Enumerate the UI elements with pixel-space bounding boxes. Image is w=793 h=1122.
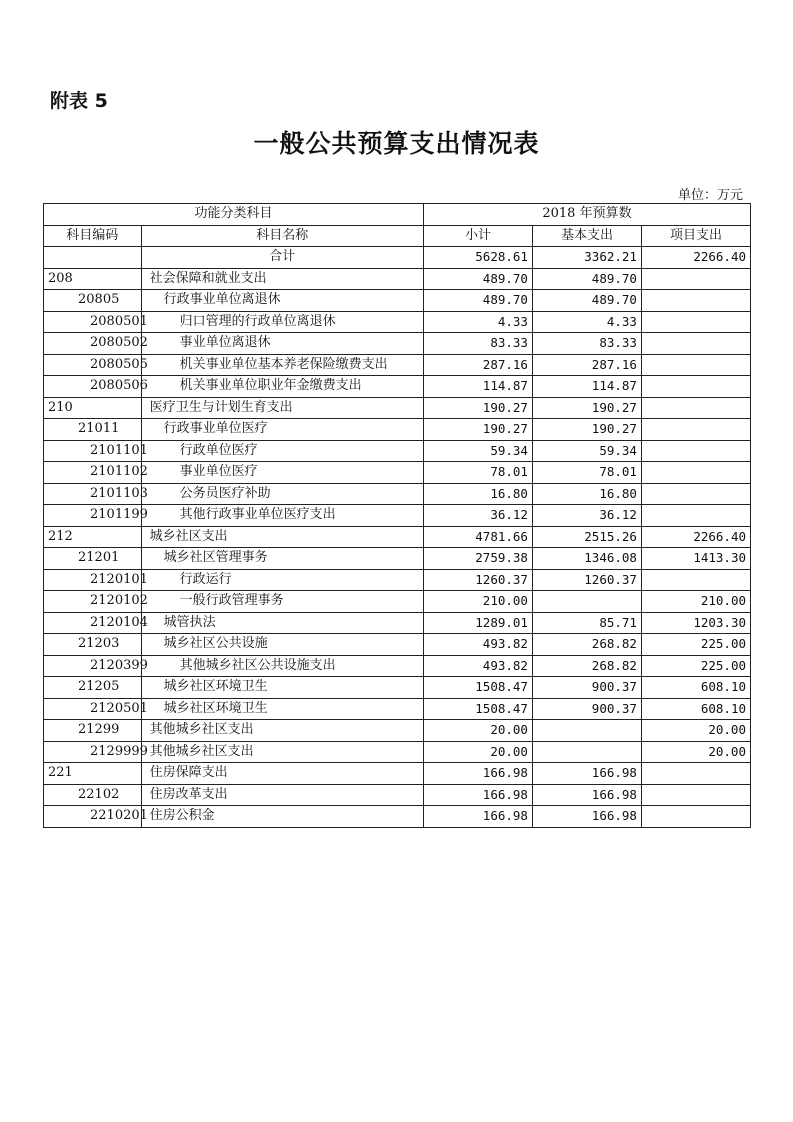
- row-project: 225.00: [641, 655, 750, 677]
- row-name: 住房公积金: [141, 806, 423, 828]
- row-name: 其他行政事业单位医疗支出: [141, 505, 423, 527]
- row-name: 社会保障和就业支出: [141, 268, 423, 290]
- table-row: [44, 354, 751, 376]
- row-project: [641, 806, 750, 828]
- table-row: [44, 268, 751, 290]
- row-project: 608.10: [641, 677, 750, 699]
- row-subtotal: 1260.37: [423, 569, 532, 591]
- row-basic: 2515.26: [532, 526, 641, 548]
- row-code: 210: [44, 397, 142, 419]
- row-code: 221: [44, 763, 142, 785]
- row-code: 21201: [44, 548, 142, 570]
- row-project: [641, 354, 750, 376]
- row-basic: [532, 591, 641, 613]
- table-group-header-row: [44, 204, 751, 226]
- row-project: [641, 505, 750, 527]
- row-basic: 900.37: [532, 698, 641, 720]
- row-project: [641, 333, 750, 355]
- row-name: 城乡社区环境卫生: [141, 677, 423, 699]
- row-basic: [532, 720, 641, 742]
- table-row: [44, 333, 751, 355]
- row-code: 2101101: [44, 440, 142, 462]
- row-basic: 287.16: [532, 354, 641, 376]
- table-row: [44, 763, 751, 785]
- row-basic: [532, 741, 641, 763]
- row-basic: 1260.37: [532, 569, 641, 591]
- row-subtotal: 59.34: [423, 440, 532, 462]
- row-subtotal: 287.16: [423, 354, 532, 376]
- row-name: 归口管理的行政单位离退休: [141, 311, 423, 333]
- row-basic: 190.27: [532, 419, 641, 441]
- row-code: 2120102: [44, 591, 142, 613]
- row-subtotal: 83.33: [423, 333, 532, 355]
- row-name: 城乡社区公共设施: [141, 634, 423, 656]
- row-code: 2120104: [44, 612, 142, 634]
- row-project: [641, 569, 750, 591]
- row-basic: 4.33: [532, 311, 641, 333]
- row-project: [641, 440, 750, 462]
- row-basic: 78.01: [532, 462, 641, 484]
- row-basic: 85.71: [532, 612, 641, 634]
- row-subtotal: 2759.38: [423, 548, 532, 570]
- row-subtotal: 166.98: [423, 784, 532, 806]
- row-subtotal: 1508.47: [423, 677, 532, 699]
- table-row: [44, 569, 751, 591]
- row-subtotal: 78.01: [423, 462, 532, 484]
- row-code: 22102: [44, 784, 142, 806]
- table-row: [44, 698, 751, 720]
- row-subtotal: 1508.47: [423, 698, 532, 720]
- table-row: [44, 311, 751, 333]
- row-basic: 36.12: [532, 505, 641, 527]
- row-subtotal: 4781.66: [423, 526, 532, 548]
- table-column-header-row: [44, 225, 751, 247]
- row-code: 2080502: [44, 333, 142, 355]
- row-project: [641, 397, 750, 419]
- row-name: 公务员医疗补助: [141, 483, 423, 505]
- budget-year-header: 2018 年预算数: [423, 204, 750, 226]
- row-project: [641, 784, 750, 806]
- row-code: 21205: [44, 677, 142, 699]
- row-subtotal: 190.27: [423, 419, 532, 441]
- row-name: 住房保障支出: [141, 763, 423, 785]
- row-code: 2120101: [44, 569, 142, 591]
- row-name: 事业单位离退休: [141, 333, 423, 355]
- unit-label: 单位：万元: [677, 188, 743, 203]
- row-name: 一般行政管理事务: [141, 591, 423, 613]
- table-row: [44, 591, 751, 613]
- row-subtotal: 36.12: [423, 505, 532, 527]
- table-row: [44, 483, 751, 505]
- row-project: 608.10: [641, 698, 750, 720]
- row-name: 医疗卫生与计划生育支出: [141, 397, 423, 419]
- row-project: [641, 763, 750, 785]
- row-name: 其他城乡社区公共设施支出: [141, 655, 423, 677]
- row-project: [641, 290, 750, 312]
- row-project: 1203.30: [641, 612, 750, 634]
- table-row: [44, 397, 751, 419]
- row-code: 2080506: [44, 376, 142, 398]
- row-name: 行政单位医疗: [141, 440, 423, 462]
- table-row: [44, 440, 751, 462]
- column-header-subtotal: 小计: [423, 225, 532, 247]
- row-project: 20.00: [641, 720, 750, 742]
- row-basic: 59.34: [532, 440, 641, 462]
- row-code: 2210201: [44, 806, 142, 828]
- row-subtotal: 493.82: [423, 655, 532, 677]
- total-row: [44, 247, 751, 269]
- page-title: 一般公共预算支出情况表: [253, 129, 540, 158]
- row-code: 2080505: [44, 354, 142, 376]
- row-code: 2101102: [44, 462, 142, 484]
- attachment-label: 附表 5: [50, 90, 108, 112]
- row-code: 2120399: [44, 655, 142, 677]
- table-row: [44, 290, 751, 312]
- row-name: 其他城乡社区支出: [141, 720, 423, 742]
- row-subtotal: 489.70: [423, 268, 532, 290]
- row-code: 20805: [44, 290, 142, 312]
- row-basic: 166.98: [532, 806, 641, 828]
- row-basic: 166.98: [532, 784, 641, 806]
- row-project: 210.00: [641, 591, 750, 613]
- row-subtotal: 166.98: [423, 763, 532, 785]
- row-code: 2101199: [44, 505, 142, 527]
- row-name: 行政事业单位离退休: [141, 290, 423, 312]
- row-basic: 1346.08: [532, 548, 641, 570]
- row-subtotal: 489.70: [423, 290, 532, 312]
- table-row: [44, 655, 751, 677]
- table-row: [44, 720, 751, 742]
- row-subtotal: 114.87: [423, 376, 532, 398]
- row-subtotal: 1289.01: [423, 612, 532, 634]
- row-project: [641, 376, 750, 398]
- table-row: [44, 741, 751, 763]
- row-subtotal: 166.98: [423, 806, 532, 828]
- table-row: [44, 548, 751, 570]
- table-row: [44, 806, 751, 828]
- row-basic: 900.37: [532, 677, 641, 699]
- row-subtotal: 20.00: [423, 720, 532, 742]
- row-name: 行政事业单位医疗: [141, 419, 423, 441]
- row-name: 住房改革支出: [141, 784, 423, 806]
- row-code: 2101103: [44, 483, 142, 505]
- row-code: 21011: [44, 419, 142, 441]
- row-project: 225.00: [641, 634, 750, 656]
- row-subtotal: 493.82: [423, 634, 532, 656]
- table-row: [44, 419, 751, 441]
- table-row: [44, 462, 751, 484]
- row-code: 21203: [44, 634, 142, 656]
- table-row: [44, 634, 751, 656]
- table-row: [44, 505, 751, 527]
- row-code: 212: [44, 526, 142, 548]
- row-code: 2129999: [44, 741, 142, 763]
- row-project: 20.00: [641, 741, 750, 763]
- row-code: 2080501: [44, 311, 142, 333]
- row-subtotal: 210.00: [423, 591, 532, 613]
- row-name: 城乡社区支出: [141, 526, 423, 548]
- table-row: [44, 612, 751, 634]
- row-name: 行政运行: [141, 569, 423, 591]
- row-basic: 16.80: [532, 483, 641, 505]
- row-basic: 489.70: [532, 268, 641, 290]
- column-header-project: 项目支出: [641, 225, 750, 247]
- table-row: [44, 526, 751, 548]
- row-project: [641, 462, 750, 484]
- row-name: 城管执法: [141, 612, 423, 634]
- row-name: 机关事业单位基本养老保险缴费支出: [141, 354, 423, 376]
- row-subtotal: 4.33: [423, 311, 532, 333]
- row-basic: 268.82: [532, 634, 641, 656]
- row-name: 其他城乡社区支出: [141, 741, 423, 763]
- table-row: [44, 784, 751, 806]
- row-subtotal: 20.00: [423, 741, 532, 763]
- row-basic: 83.33: [532, 333, 641, 355]
- total-code-cell: [44, 247, 142, 269]
- row-project: [641, 311, 750, 333]
- row-project: 1413.30: [641, 548, 750, 570]
- table-row: [44, 677, 751, 699]
- row-subtotal: 16.80: [423, 483, 532, 505]
- row-subtotal: 190.27: [423, 397, 532, 419]
- table-row: [44, 376, 751, 398]
- total-project: 2266.40: [641, 247, 750, 269]
- column-header-code: 科目编码: [44, 225, 142, 247]
- row-project: [641, 419, 750, 441]
- row-basic: 166.98: [532, 763, 641, 785]
- row-basic: 489.70: [532, 290, 641, 312]
- row-name: 机关事业单位职业年金缴费支出: [141, 376, 423, 398]
- budget-table: [43, 203, 751, 828]
- column-header-name: 科目名称: [141, 225, 423, 247]
- row-name: 城乡社区管理事务: [141, 548, 423, 570]
- functional-classification-header: 功能分类科目: [44, 204, 424, 226]
- row-basic: 114.87: [532, 376, 641, 398]
- row-code: 2120501: [44, 698, 142, 720]
- row-project: 2266.40: [641, 526, 750, 548]
- row-code: 208: [44, 268, 142, 290]
- row-basic: 190.27: [532, 397, 641, 419]
- row-name: 事业单位医疗: [141, 462, 423, 484]
- row-project: [641, 268, 750, 290]
- total-basic: 3362.21: [532, 247, 641, 269]
- row-project: [641, 483, 750, 505]
- row-name: 城乡社区环境卫生: [141, 698, 423, 720]
- total-subtotal: 5628.61: [423, 247, 532, 269]
- row-basic: 268.82: [532, 655, 641, 677]
- row-code: 21299: [44, 720, 142, 742]
- column-header-basic: 基本支出: [532, 225, 641, 247]
- total-label: 合计: [141, 247, 423, 269]
